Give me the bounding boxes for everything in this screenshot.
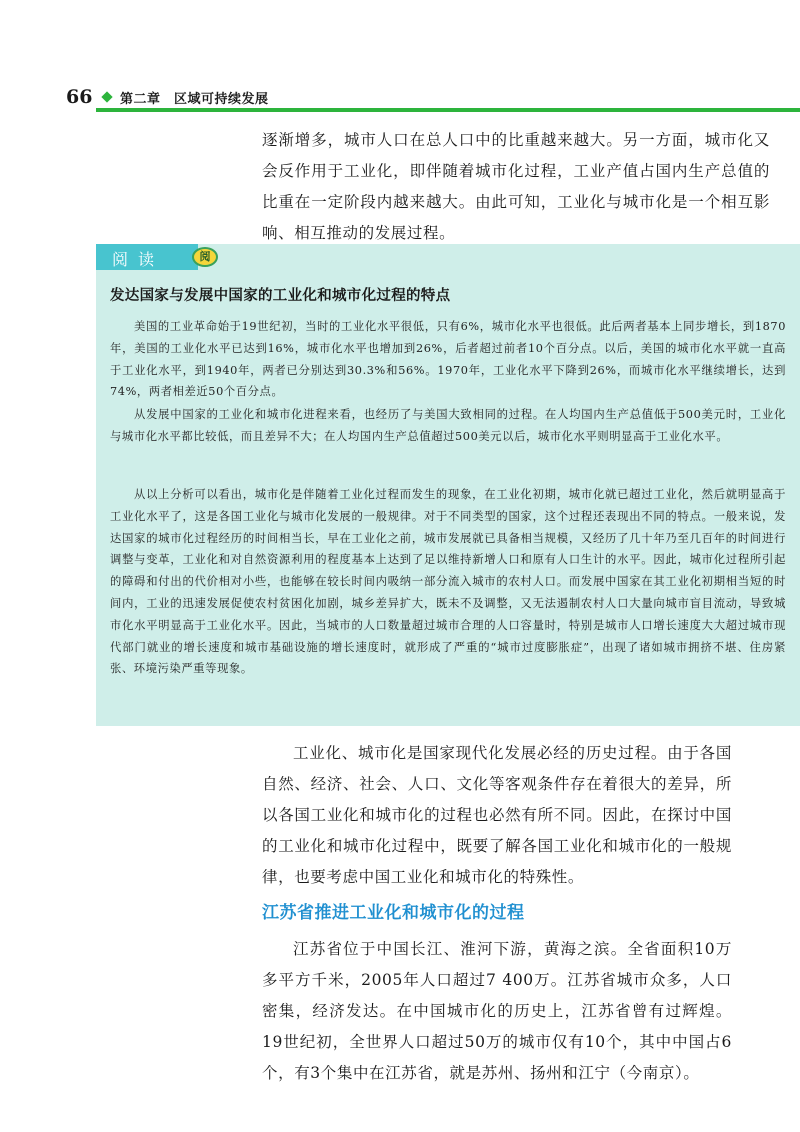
chapter-title: 第二章 区域可持续发展	[120, 92, 269, 107]
reading-label: 阅读	[112, 250, 165, 269]
reading-paragraph-1: 美国的工业革命始于19世纪初，当时的工业化水平很低，只有6%，城市化水平也很低。此后两者基本上同步增长，到1870年，美国的工业化水平已达到16%，城市化水平也增加到26%，后者超过前者10个百分点。以后，美国的城市化水平就一直高于工业化水平，到1940年，两者已分别达到30.3%和56%。1970年，工业化水平下降到26%，而城市化水平继续增长，达到74%，两者相差近50个百分点。	[110, 320, 786, 399]
page-header	[0, 86, 800, 116]
reading-title: 发达国家与发展中国家的工业化和城市化过程的特点	[110, 288, 451, 304]
reading-paragraph-2: 从发展中国家的工业化和城市化进程来看，也经历了与美国大致相同的过程。在人均国内生产总值低于500美元时，工业化与城市化水平都比较低，而且差异不大；在人均国内生产总值超过500美元以后，城市化水平则明显高于工业化水平。	[110, 408, 786, 443]
reading-badge-icon: 阅	[192, 247, 218, 267]
intro-paragraph: 逐渐增多，城市人口在总人口中的比重越来越大。另一方面，城市化又会反作用于工业化，即伴随着城市化过程，工业产值占国内生产总值的比重在一定阶段内越来越大。由此可知，工业化与城市化是一个相互影响、相互推动的发展过程。	[262, 131, 770, 242]
middle-paragraph: 工业化、城市化是国家现代化发展必经的历史过程。由于各国自然、经济、社会、人口、文化等客观条件存在着很大的差异，所以各国工业化和城市化的过程也必然有所不同。因此，在探讨中国的工业化和城市化过程中，既要了解各国工业化和城市化的一般规律，也要考虑中国工业化和城市化的特殊性。	[262, 744, 732, 886]
diamond-bullet-icon	[101, 91, 112, 102]
reading-paragraph-3: 从以上分析可以看出，城市化是伴随着工业化过程而发生的现象，在工业化初期，城市化就已超过工业化，然后就明显高于工业化水平了，这是各国工业化与城市化发展的一般规律。对于不同类型的国家，这个过程还表现出不同的特点。一般来说，发达国家的城市化过程经历的时间相当长，早在工业化之前，城市发展就已具备相当规模，又经历了几十年乃至几百年的时间进行调整与变革，工业化和对自然资源利用的程度基本上达到了足以维持新增人口和原有人口生计的水平。因此，城市化过程所引起的障碍和付出的代价相对小些，也能够在较长时间内吸纳一部分流入城市的农村人口。而发展中国家在其工业化初期相当短的时间内，工业的迅速发展促使农村贫困化加剧，城乡差异扩大，既未不及调整，又无法遏制农村人口大量向城市盲目流动，导致城市化水平明显高于工业化水平。因此，当城市的人口数量超过城市合理的人口容量时，特别是城市人口增长速度大大超过城市现代部门就业的增长速度和城市基础设施的增长速度时，就形成了严重的“城市过度膨胀症”，出现了诸如城市拥挤不堪、住房紧张、环境污染严重等现象。	[110, 488, 786, 676]
section-paragraph: 江苏省位于中国长江、淮河下游，黄海之滨。全省面积10万多平方千米，2005年人口超过7 400万。江苏省城市众多，人口密集，经济发达。在中国城市化的历史上，江苏省曾有过辉煌。19世纪初，全世界人口超过50万的城市仅有10个，其中中国占6个，有3个集中在江苏省，就是苏州、扬州和江宁（今南京）。	[262, 940, 732, 1082]
page-number: 66	[66, 86, 93, 108]
header-rule	[96, 108, 800, 112]
section-heading: 江苏省推进工业化和城市化的过程	[262, 903, 525, 923]
